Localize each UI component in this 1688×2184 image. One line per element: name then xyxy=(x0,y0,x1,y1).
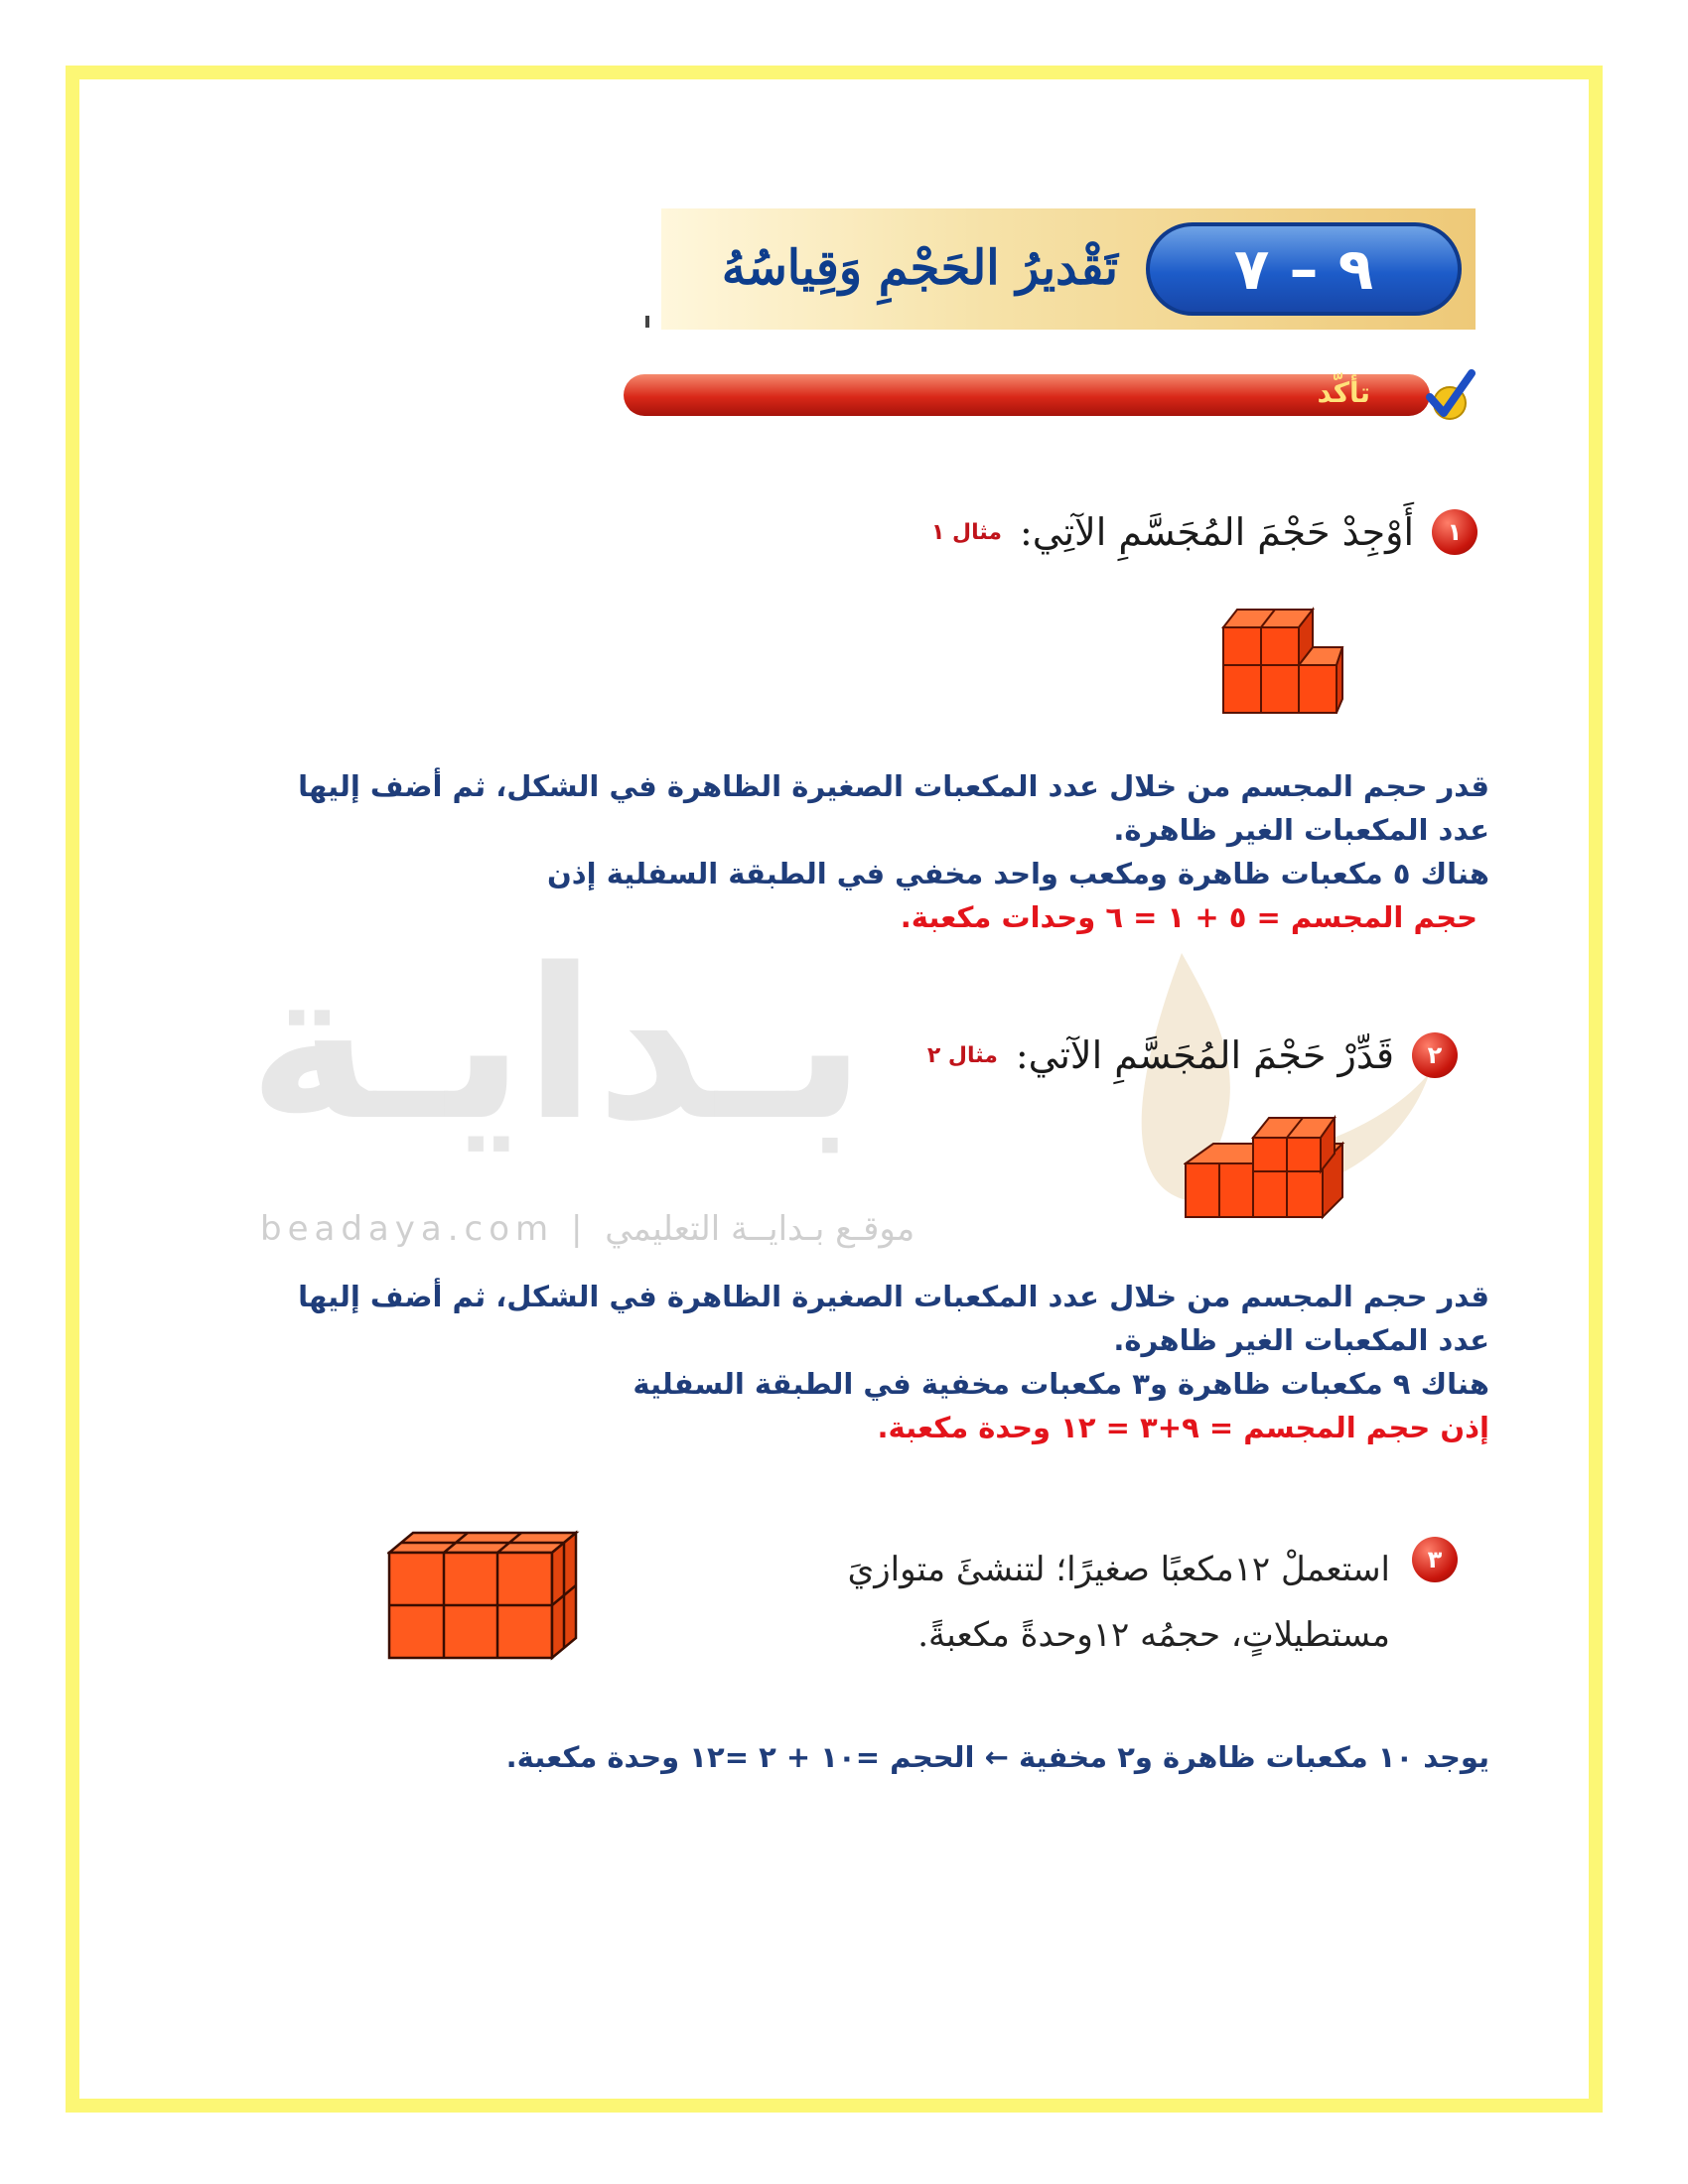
question-2-answer-line1: قدر حجم المجسم من خلال عدد المكعبات الصغيرة الظاهرة في الشكل، ثم أضف إليها عدد المكعبات الغير ظاهرة. xyxy=(298,1280,1489,1357)
question-2-answer-line2: هناك ٩ مكعبات ظاهرة و٣ مكعبات مخفية في الطبقة السفلية xyxy=(633,1367,1489,1401)
question-2-cube-figure xyxy=(1184,1114,1358,1221)
question-3-answer: يوجد ١٠ مكعبات ظاهرة و٢ مخفية ← الحجم =١٠ + ٢ =١٢ وحدة مكعبة. xyxy=(505,1740,1489,1774)
question-3-text: استعملْ ١٢مكعبًا صغيرًا؛ لتنشئَ متوازيَ مستطيلاتٍ، حجمُه ١٢وحدةً مكعبةً. xyxy=(847,1550,1390,1655)
question-3-number: ٣ xyxy=(1412,1537,1458,1582)
question-1-header xyxy=(931,509,1477,555)
question-1-answer xyxy=(238,764,1489,939)
question-1-answer-line2: هناك ٥ مكعبات ظاهرة ومكعب واحد مخفي في الطبقة السفلية إذن xyxy=(547,857,1489,890)
checkmark-icon xyxy=(1416,367,1476,427)
question-2-header xyxy=(927,1032,1458,1078)
question-1-number: ١ xyxy=(1432,509,1477,555)
lesson-title: تَقْديرُ الحَجْمِ وَقِياسُهُ xyxy=(721,240,1118,296)
question-1-example: مثال ١ xyxy=(930,519,1002,545)
question-1-text: أَوْجِدْ حَجْمَ المُجَسَّمِ الآتِي: xyxy=(1020,510,1414,554)
watermark-text: beadaya.com | موقـع بـدايــة التعليمي xyxy=(260,1209,915,1249)
question-1-answer-line1: قدر حجم المجسم من خلال عدد المكعبات الصغيرة الظاهرة في الشكل، ثم أضف إليها عدد المكعبات الغير ظاهرة. xyxy=(298,769,1489,847)
question-2-answer xyxy=(238,1275,1489,1449)
question-1-cube-figure xyxy=(1221,604,1344,717)
question-3-prism-figure xyxy=(387,1529,582,1662)
lesson-banner xyxy=(661,208,1476,330)
question-2-number: ٢ xyxy=(1412,1032,1458,1078)
question-2-text: قَدِّرْ حَجْمَ المُجَسَّمِ الآتي: xyxy=(1015,1033,1394,1077)
lesson-number: ٩ – ٧ xyxy=(1146,222,1462,316)
confirm-label: تأكّد xyxy=(1317,376,1370,409)
question-2-example: مثال ٢ xyxy=(926,1042,998,1068)
banner-tick xyxy=(645,316,649,328)
watermark-logo: بـدايـة xyxy=(248,923,866,1166)
question-1-answer-result: حجم المجسم = ٥ + ١ = ٦ وحدات مكعبة. xyxy=(900,900,1477,934)
question-2-answer-result: إذن حجم المجسم = ٩+٣ = ١٢ وحدة مكعبة. xyxy=(877,1411,1489,1444)
confirm-bar xyxy=(624,374,1430,416)
